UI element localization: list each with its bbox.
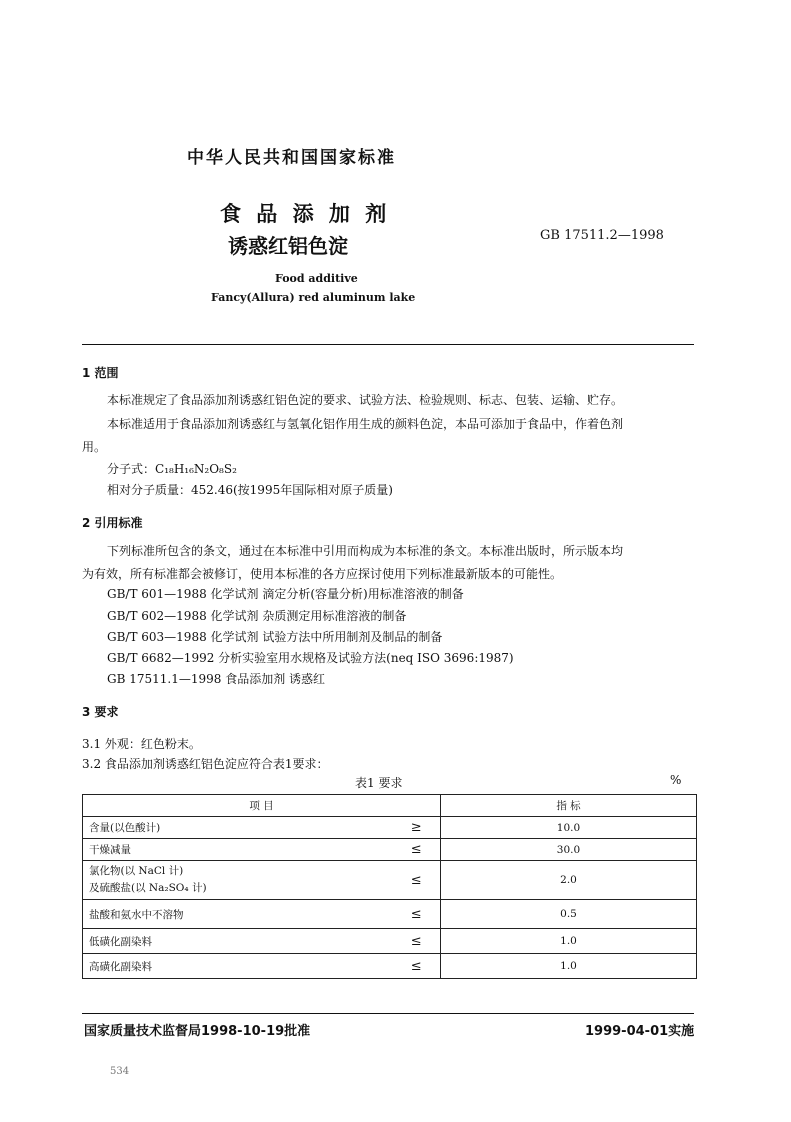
table-row <box>83 929 697 954</box>
row-value: 1.0 <box>441 929 697 954</box>
row-operator: ≤ <box>393 954 441 979</box>
row-item: 盐酸和氨水中不溶物 <box>83 900 393 929</box>
table-caption: 表1 要求 <box>355 776 403 790</box>
row-value: 10.0 <box>441 817 697 839</box>
row-item: 低磺化副染料 <box>83 929 393 954</box>
row-operator: ≤ <box>393 861 441 900</box>
english-title-line1: Food additive <box>275 272 358 285</box>
section1-para2-line1: 本标准适用于食品添加剂诱惑红与氢氧化铝作用生成的颜料色淀，本品可添加于食品中，作着色剂 <box>107 417 624 431</box>
row-item: 高磺化副染料 <box>83 954 393 979</box>
requirements-table <box>82 794 697 979</box>
document-title-line2: 诱惑红铝色淀 <box>228 234 348 258</box>
country-standard-title: 中华人民共和国国家标准 <box>187 148 396 168</box>
row-operator: ≥ <box>393 817 441 839</box>
page-number: 534 <box>110 1066 130 1077</box>
row-value: 30.0 <box>441 839 697 861</box>
section2-heading: 2 引用标准 <box>82 516 143 530</box>
reference-item: GB/T 602—1988 化学试剂 杂质测定用标准溶液的制备 <box>107 609 407 623</box>
reference-item: GB/T 6682—1992 分析实验室用水规格及试验方法(neq ISO 3696:1987) <box>107 651 514 665</box>
reference-item: GB/T 601—1988 化学试剂 滴定分析(容量分析)用标准溶液的制备 <box>107 587 464 601</box>
column-header-index: 指 标 <box>441 795 697 817</box>
reference-item: GB/T 603—1988 化学试剂 试验方法中所用制剂及制品的制备 <box>107 630 443 644</box>
column-header-item: 项 目 <box>83 795 441 817</box>
section1-heading: 1 范围 <box>82 366 119 380</box>
table-row <box>83 861 697 900</box>
molecular-formula-line <box>107 460 237 477</box>
row-operator: ≤ <box>393 900 441 929</box>
header-divider <box>82 344 694 345</box>
row-value: 2.0 <box>441 861 697 900</box>
section1-para1: 本标准规定了食品添加剂诱惑红铝色淀的要求、试验方法、检验规则、标志、包装、运输、贮存。 <box>107 393 624 407</box>
formula-label: 分子式： <box>107 462 156 476</box>
molecular-formula: C₁₈H₁₆N₂O₈S₂ <box>155 462 237 476</box>
row-item <box>83 861 393 900</box>
section2-para-line1: 下列标准所包含的条文，通过在本标准中引用而构成为本标准的条文。本标准出版时，所示版本均 <box>107 544 624 558</box>
footer-divider <box>82 1013 694 1014</box>
row-value: 1.0 <box>441 954 697 979</box>
reference-item: GB 17511.1—1998 食品添加剂 诱惑红 <box>107 672 326 686</box>
row-item-line2: 及硫酸盐(以 Na₂SO₄ 计) <box>89 882 207 894</box>
clause-3-2: 3.2 食品添加剂诱惑红铝色淀应符合表1要求： <box>82 757 329 771</box>
table-row <box>83 839 697 861</box>
row-item: 干燥减量 <box>83 839 393 861</box>
row-item: 含量(以色酸计) <box>83 817 393 839</box>
row-operator: ≤ <box>393 929 441 954</box>
table-unit: % <box>670 773 682 787</box>
row-operator: ≤ <box>393 839 441 861</box>
molecular-mass: 相对分子质量：452.46(按1995年国际相对原子质量) <box>107 483 393 497</box>
section2-para-line2: 为有效，所有标准都会被修订，使用本标准的各方应探讨使用下列标准最新版本的可能性。 <box>82 567 563 581</box>
table-row <box>83 900 697 929</box>
row-item-line1: 氯化物(以 NaCl 计) <box>89 865 184 877</box>
document-title-line1: 食 品 添 加 剂 <box>220 202 391 226</box>
implementation-date: 1999-04-01实施 <box>585 1024 695 1039</box>
table-header-row <box>83 795 697 817</box>
standard-number: GB 17511.2—1998 <box>540 228 664 243</box>
section3-heading: 3 要求 <box>82 705 119 719</box>
table-row <box>83 954 697 979</box>
approval-statement: 国家质量技术监督局1998-10-19批准 <box>84 1024 311 1039</box>
table-row <box>83 817 697 839</box>
row-value: 0.5 <box>441 900 697 929</box>
clause-3-1: 3.1 外观：红色粉末。 <box>82 737 201 751</box>
english-title-line2: Fancy(Allura) red aluminum lake <box>211 291 416 304</box>
section1-para2-line2: 用。 <box>82 440 107 454</box>
